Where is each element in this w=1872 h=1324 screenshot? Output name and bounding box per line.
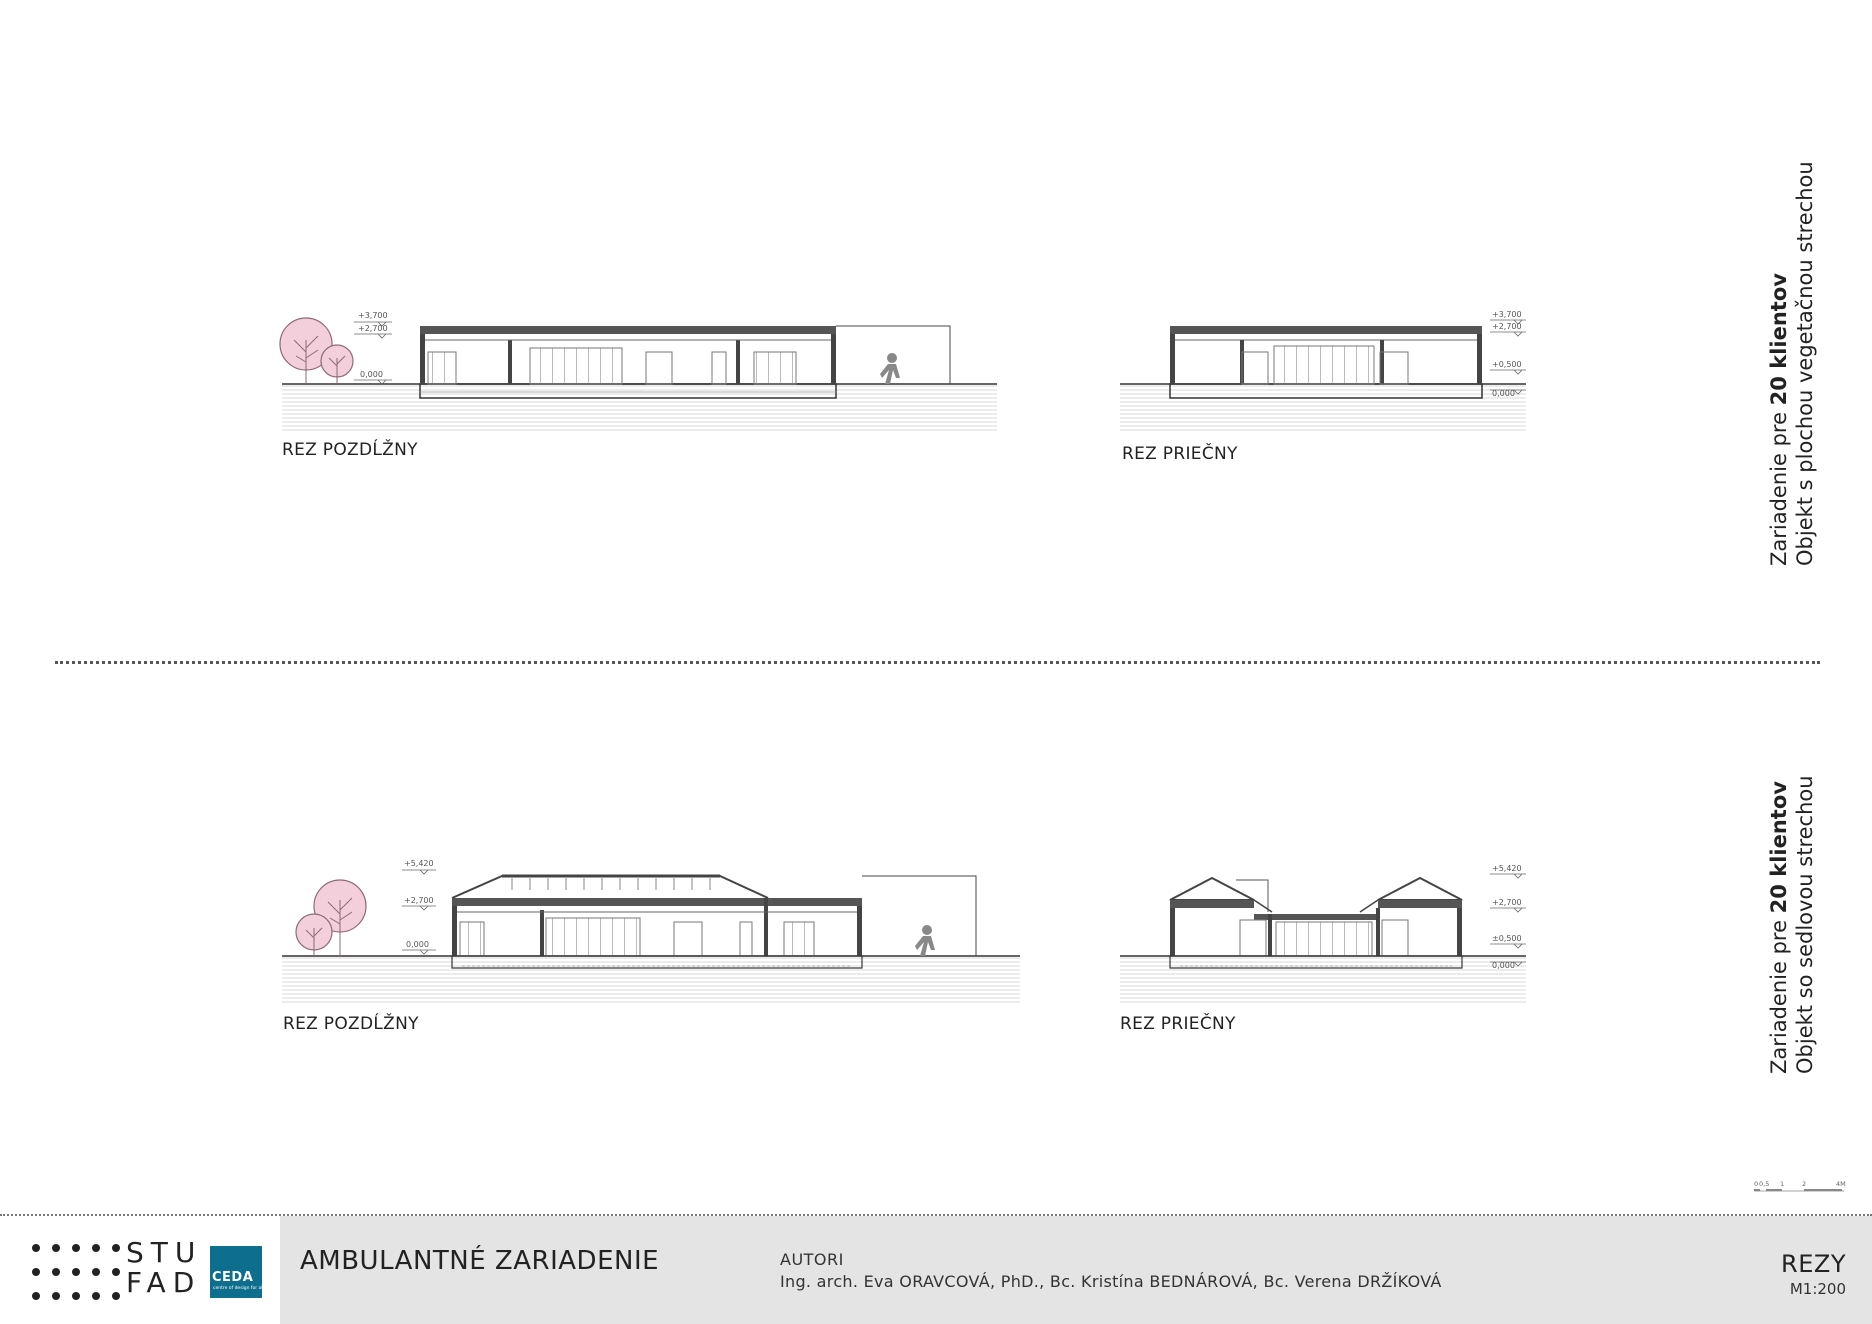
section-divider (55, 661, 1820, 664)
person-icon (880, 353, 900, 384)
scale-tick: 0,5 (1759, 1180, 1770, 1188)
tree-icon (296, 880, 366, 956)
bottom-side-title-line1 (1766, 775, 1792, 1074)
stu-fad-logo (126, 1238, 202, 1298)
level-text: 0,000 (406, 940, 429, 949)
level-text: +3,700 (1492, 310, 1522, 319)
ceda-tagline: centre of design for all (213, 1286, 264, 1291)
level-text: +5,420 (404, 859, 434, 868)
level-text: +3,700 (358, 311, 388, 320)
bottom-longitudinal-label: REZ POZDĹŽNY (283, 1014, 419, 1034)
tree-icon (280, 318, 353, 384)
level-text: +5,420 (1492, 864, 1522, 873)
sheet-scale: M1:200 (1789, 1280, 1846, 1298)
sheet-title: REZY (1781, 1250, 1846, 1278)
top-longitudinal-section (280, 318, 997, 432)
logo-fad: FAD (126, 1266, 202, 1299)
level-text: 0,000 (360, 370, 383, 379)
bottom-transverse-section (1120, 874, 1526, 1004)
bottom-side-title-line2: Objekt so sedlovou strechou (1793, 775, 1817, 1074)
logo-area (0, 1216, 280, 1324)
title-bold: 20 klientov (1767, 273, 1791, 406)
scale-tick: 4M (1836, 1180, 1846, 1188)
title-prefix: Zariadenie pre (1767, 405, 1791, 566)
bottom-transverse-label: REZ PRIEČNY (1120, 1014, 1236, 1034)
ground-hatch (282, 384, 997, 432)
level-text: 0,000 (1492, 389, 1515, 398)
scale-tick: 1 (1780, 1180, 1785, 1188)
scale-tick: 2 (1802, 1180, 1807, 1188)
project-title: AMBULANTNÉ ZARIADENIE (300, 1246, 660, 1276)
bottom-side-title (1766, 775, 1818, 1074)
scale-bar (1750, 1178, 1850, 1198)
level-text: ±0,500 (1492, 934, 1522, 943)
title-prefix: Zariadenie pre (1767, 913, 1791, 1074)
top-longitudinal-label: REZ POZDĹŽNY (282, 440, 418, 460)
top-side-title-line2: Objekt s plochou vegetačnou strechou (1793, 161, 1817, 566)
level-text: +2,700 (1492, 898, 1522, 907)
level-text: +2,700 (358, 324, 388, 333)
logo-stu: STU (126, 1236, 203, 1269)
bottom-longitudinal-section (282, 870, 1020, 1004)
top-side-title-line1 (1766, 161, 1792, 566)
person-icon (915, 925, 935, 956)
stu-dots-logo (32, 1244, 122, 1300)
authors-label: AUTORI (780, 1250, 844, 1269)
top-transverse-section (1120, 320, 1526, 432)
level-text: +0,500 (1492, 360, 1522, 369)
title-block (0, 1216, 1872, 1324)
level-text: +2,700 (404, 896, 434, 905)
top-side-title (1766, 161, 1818, 566)
ceda-name: CEDA (212, 1270, 254, 1285)
level-text: 0,000 (1492, 961, 1515, 970)
scale-tick: 0 (1754, 1180, 1759, 1188)
top-transverse-label: REZ PRIEČNY (1122, 444, 1238, 464)
title-block-info (280, 1216, 1872, 1324)
title-bold: 20 klientov (1767, 781, 1791, 914)
authors-names: Ing. arch. Eva ORAVCOVÁ, PhD., Bc. Kristína BEDNÁROVÁ, Bc. Verena DRŽÍKOVÁ (780, 1272, 1442, 1291)
level-text: +2,700 (1492, 322, 1522, 331)
ceda-logo (210, 1246, 262, 1298)
